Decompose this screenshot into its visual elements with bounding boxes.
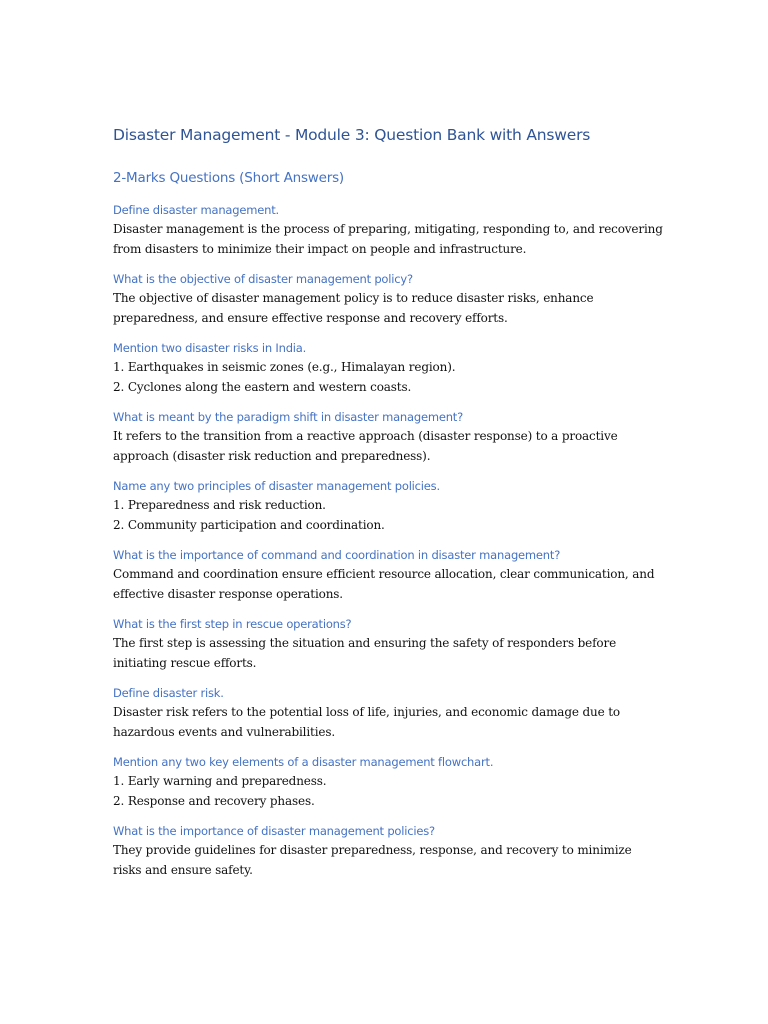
answer-line: Disaster risk refers to the potential loss of life, injuries, and economic damage due to	[113, 705, 620, 719]
answer-line: risks and ensure safety.	[113, 862, 253, 877]
document-body	[113, 122, 663, 891]
answer-line: It refers to the transition from a reactive approach (disaster response) to a proactive	[113, 429, 618, 443]
answer-line: 1. Early warning and preparedness.	[113, 774, 327, 788]
question: Define disaster risk.	[113, 686, 224, 700]
answer-line: Disaster management is the process of preparing, mitigating, responding to, and recovering	[113, 222, 663, 236]
answer-line: The objective of disaster management policy is to reduce disaster risks, enhance	[113, 291, 594, 305]
answer-line: approach (disaster risk reduction and preparedness).	[113, 448, 431, 463]
qa-item	[113, 408, 658, 466]
answer-line: 1. Preparedness and risk reduction.	[113, 498, 326, 512]
answer-line: 1. Earthquakes in seismic zones (e.g., Himalayan region).	[113, 360, 456, 374]
answer-line: effective disaster response operations.	[113, 586, 343, 601]
question: Mention two disaster risks in India.	[113, 341, 307, 355]
qa-item	[113, 753, 658, 811]
question: What is the objective of disaster management policy?	[113, 272, 413, 286]
question: Mention any two key elements of a disaster management flowchart.	[113, 755, 494, 769]
document-title: Disaster Management - Module 3: Question Bank with Answers	[113, 126, 591, 144]
question: Define disaster management.	[113, 203, 279, 217]
answer-line: 2. Response and recovery phases.	[113, 793, 315, 808]
qa-item	[113, 684, 658, 742]
qa-item	[113, 270, 658, 328]
qa-item	[113, 615, 658, 673]
section-heading: 2-Marks Questions (Short Answers)	[113, 170, 344, 186]
answer-line: from disasters to minimize their impact on people and infrastructure.	[113, 241, 527, 256]
answer-line: initiating rescue efforts.	[113, 655, 257, 670]
qa-item	[113, 339, 658, 397]
qa-item	[113, 477, 658, 535]
question: What is the importance of command and coordination in disaster management?	[113, 548, 561, 562]
answer-line: The first step is assessing the situation and ensuring the safety of responders before	[113, 636, 617, 650]
qa-item	[113, 201, 663, 259]
answer-line: 2. Community participation and coordination.	[113, 517, 385, 532]
question: Name any two principles of disaster management policies.	[113, 479, 440, 493]
answer-line: They provide guidelines for disaster preparedness, response, and recovery to minimize	[113, 843, 632, 857]
answer-line: hazardous events and vulnerabilities.	[113, 724, 336, 739]
answer-line: 2. Cyclones along the eastern and western coasts.	[113, 379, 412, 394]
answer-line: Command and coordination ensure efficient resource allocation, clear communication, and	[113, 567, 655, 581]
answer-line: preparedness, and ensure effective response and recovery efforts.	[113, 310, 508, 325]
qa-item	[113, 546, 658, 604]
question: What is meant by the paradigm shift in disaster management?	[113, 410, 464, 424]
question: What is the first step in rescue operations?	[113, 617, 352, 631]
qa-item	[113, 822, 658, 880]
question: What is the importance of disaster management policies?	[113, 824, 435, 838]
